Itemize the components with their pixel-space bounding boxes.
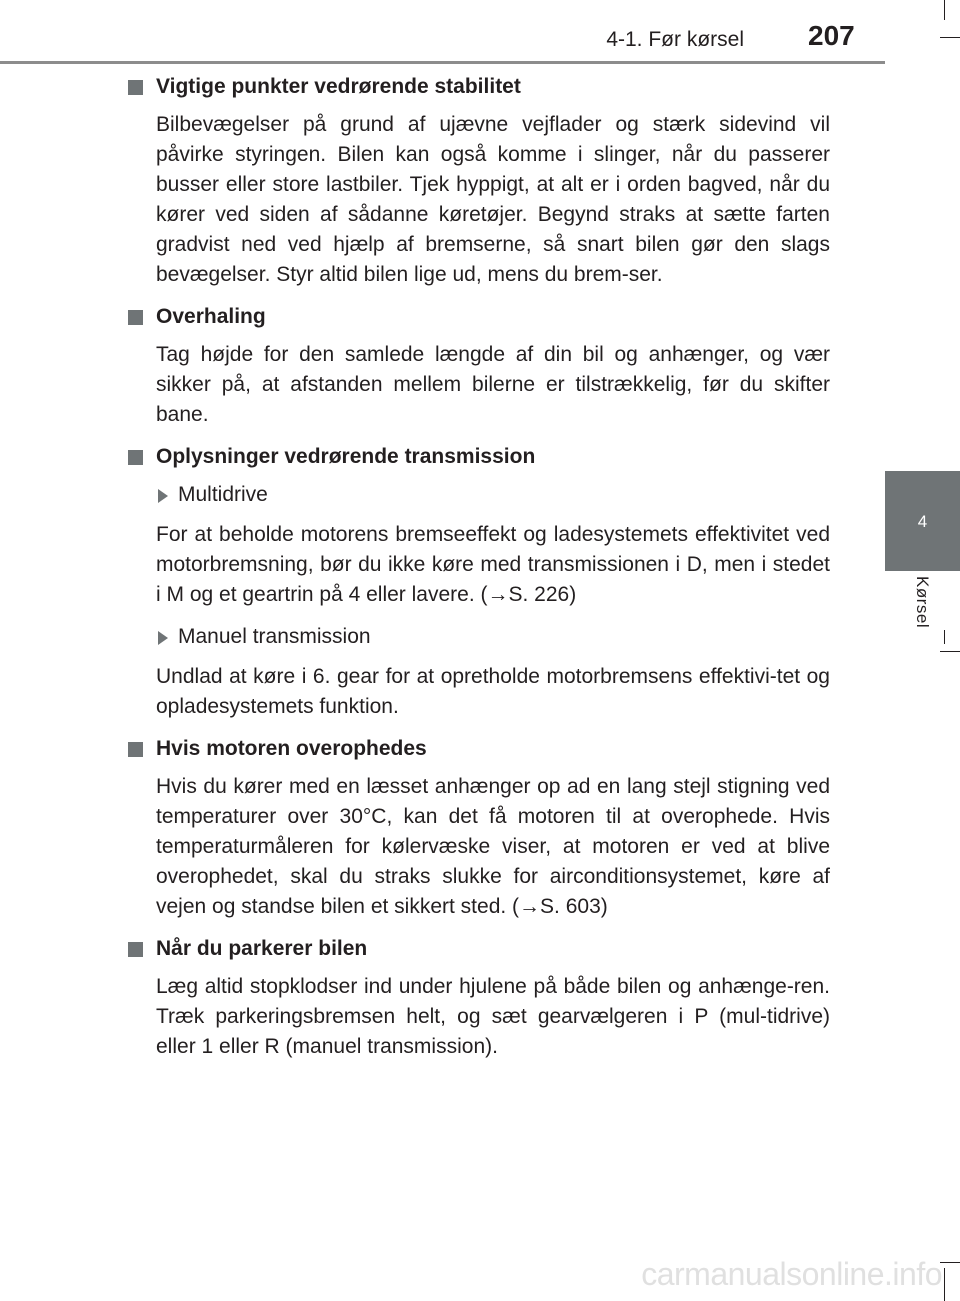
footer-watermark: carmanualsonline.info	[641, 1256, 942, 1292]
section-body: Hvis du kører med en læsset anhænger op ad en lang stejl stigning ved temperaturer over 30°C, kan det få motoren til at overophede. Hvis temperaturmåleren for kølervæske viser, at motoren er ved at blive overophedet, skal du straks slukke for airconditionsystemet, køre af vejen og standse bilen et sikkert sted. (→S. 603)	[156, 775, 830, 918]
triangle-bullet-icon	[158, 489, 168, 503]
subsection-body: Undlad at køre i 6. gear for at opretholde motorbremsens effektivi-tet og opladesystemets funktion.	[156, 665, 830, 718]
page-number: 207	[808, 20, 855, 51]
square-bullet-icon	[128, 942, 143, 957]
square-bullet-icon	[128, 742, 143, 757]
section-title: Overhaling	[156, 305, 266, 328]
section-heading	[128, 302, 830, 332]
square-bullet-icon	[128, 310, 143, 325]
section-heading	[128, 934, 830, 964]
subsection-heading	[156, 622, 830, 652]
subsection-body: For at beholde motorens bremseeffekt og ladesystemets effektivitet ved motorbremsning, bør du ikke køre med transmissionen i D, men i stedet i M og et geartrin på 4 eller lavere. (→S. 226)	[156, 523, 830, 606]
section-body: Læg altid stopklodser ind under hjulene på både bilen og anhænge-ren. Træk parkeringsbremsen helt, og sæt gearvælgeren i P (mul-tidrive) eller 1 eller R (manuel transmission).	[156, 975, 830, 1058]
crop-mark	[944, 1268, 945, 1301]
section-title: Hvis motoren overophedes	[156, 737, 427, 760]
section-title: Vigtige punkter vedrørende stabilitet	[156, 75, 521, 98]
page-content	[128, 72, 830, 1074]
section-heading	[128, 442, 830, 472]
square-bullet-icon	[128, 450, 143, 465]
chapter-tab	[885, 471, 960, 571]
header-rule	[0, 61, 885, 64]
subsection-title: Multidrive	[178, 483, 268, 506]
subsection-heading	[156, 480, 830, 510]
section-title: Oplysninger vedrørende transmission	[156, 445, 536, 468]
section-body: Tag højde for den samlede længde af din bil og anhænger, og vær sikker på, at afstanden mellem bilerne er tilstrækkelig, før du skifter bane.	[156, 343, 830, 426]
chapter-tab-label: Kørsel	[913, 576, 932, 629]
section-body: Bilbevægelser på grund af ujævne vejflader og stærk sidevind vil påvirke styringen. Bilen kan også komme i slinger, når du passerer busser eller store lastbiler. Tjek hyppigt, at alt er i orden bagved, når du kører ved siden af sådanne køretøjer. Begynd straks at sætte farten gradvist ned ved hjælp af bremserne, så snart bilen gør den slags bevægelser. Styr altid bilen lige ud, mens du brem-ser.	[156, 113, 830, 286]
subsection-title: Manuel transmission	[178, 625, 371, 648]
section-heading	[128, 72, 830, 102]
triangle-bullet-icon	[158, 631, 168, 645]
crop-mark	[940, 651, 960, 652]
section-heading	[128, 734, 830, 764]
crop-mark	[944, 630, 945, 644]
section-title: Når du parkerer bilen	[156, 937, 368, 960]
crop-mark	[944, 0, 945, 20]
crop-mark	[940, 37, 960, 38]
square-bullet-icon	[128, 80, 143, 95]
chapter-tab-number: 4	[917, 512, 928, 531]
crop-mark	[940, 1262, 960, 1263]
header-section-title: 4-1. Før kørsel	[606, 28, 744, 51]
